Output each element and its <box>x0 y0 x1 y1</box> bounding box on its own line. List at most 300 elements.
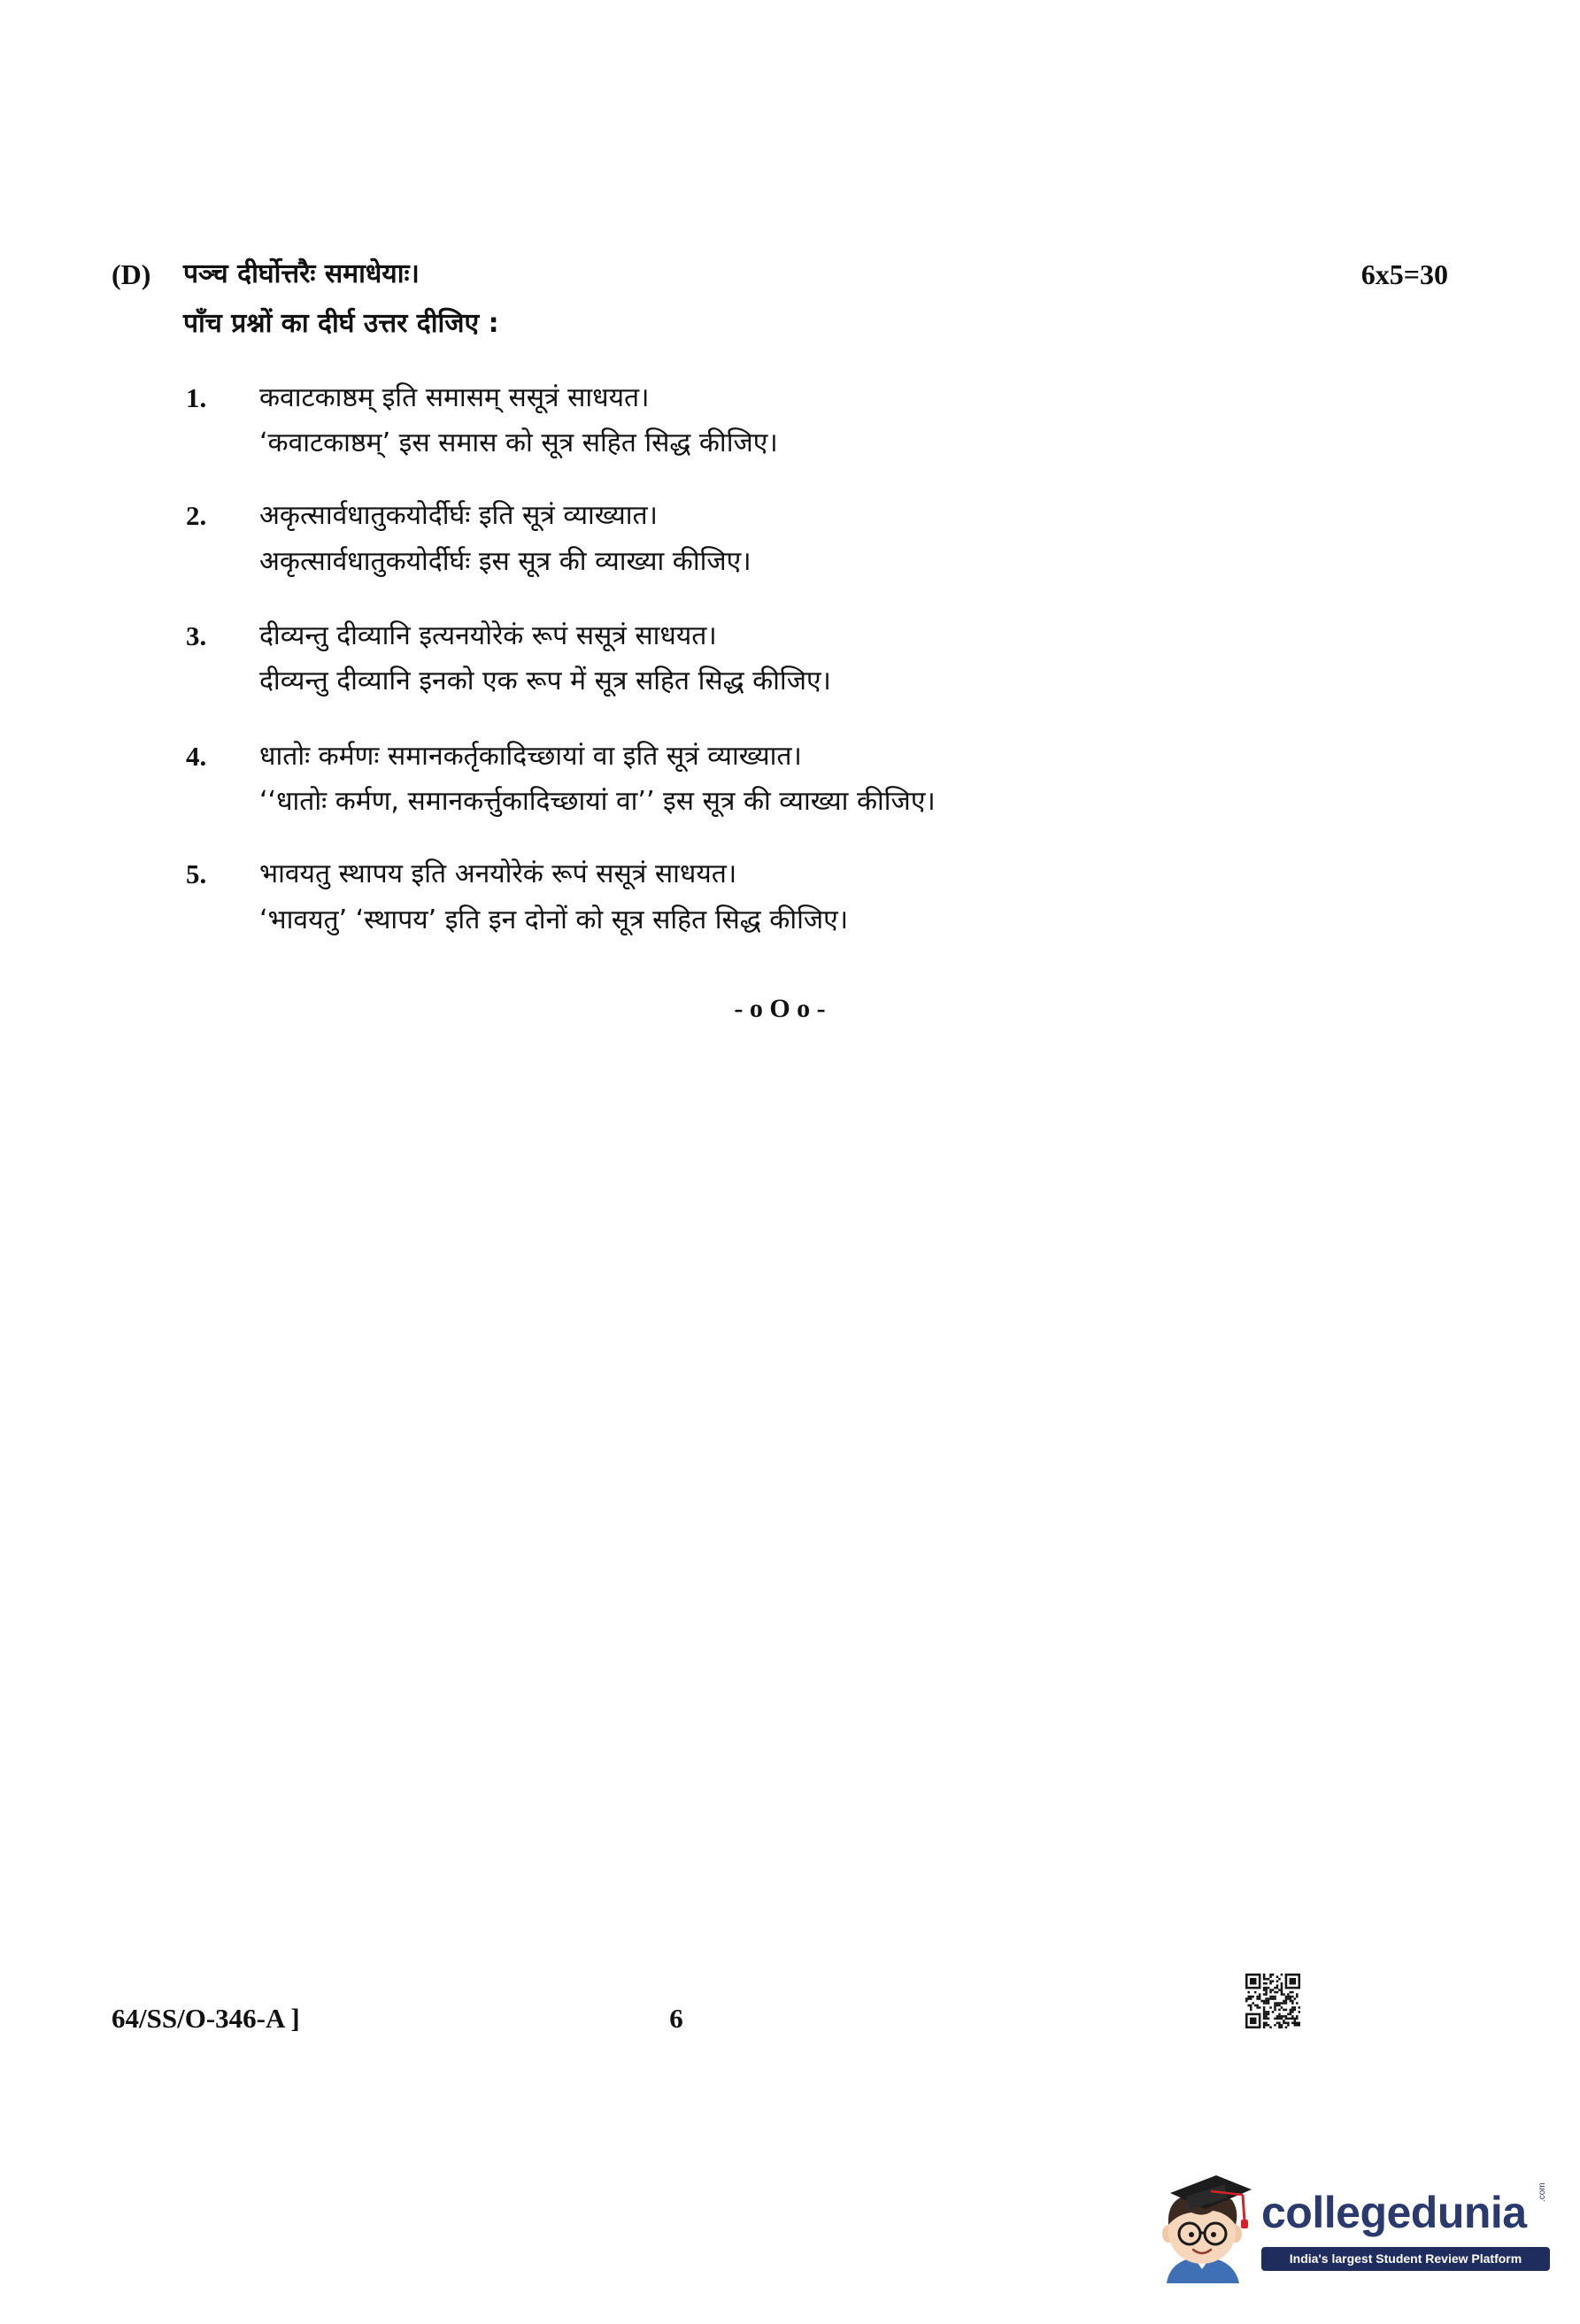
qr-module <box>1245 1978 1248 1981</box>
qr-module <box>1265 2024 1268 2027</box>
qr-module <box>1272 1980 1275 1982</box>
collegedunia-logo <box>1151 2159 1558 2283</box>
qr-module <box>1259 1975 1261 1978</box>
qr-module <box>1294 1974 1297 1976</box>
qr-module <box>1299 1978 1300 1981</box>
qr-module <box>1291 2011 1294 2013</box>
qr-module <box>1256 2013 1259 2016</box>
qr-module <box>1276 1991 1279 1994</box>
qr-module <box>1299 1984 1300 1987</box>
question-number: 1. <box>186 382 207 413</box>
qr-module <box>1278 2022 1281 2025</box>
qr-module <box>1296 1996 1299 1998</box>
qr-module <box>1278 2009 1281 2012</box>
qr-module <box>1274 1991 1276 1994</box>
qr-module <box>1259 1996 1261 1998</box>
question-sanskrit: धातोः कर्मणः समानकर्तृकादिच्छायां वा इति सूत्रं व्याख्यात। <box>259 741 802 772</box>
qr-module <box>1276 2022 1279 2025</box>
qr-module <box>1283 2015 1285 2018</box>
qr-module <box>1281 1991 1283 1994</box>
qr-module <box>1252 1978 1254 1981</box>
qr-module <box>1247 1987 1250 1989</box>
qr-module <box>1259 2013 1261 2016</box>
qr-module <box>1296 1993 1299 1996</box>
qr-module <box>1296 2002 1299 2005</box>
qr-module <box>1291 1991 1294 1994</box>
qr-module <box>1250 1996 1252 1998</box>
section-title-hindi: पाँच प्रश्नों का दीर्घ उत्तर दीजिए : <box>183 308 499 339</box>
qr-module <box>1269 1989 1272 1991</box>
qr-module <box>1259 1984 1261 1987</box>
qr-module <box>1274 2005 1276 2007</box>
qr-module <box>1268 2024 1270 2027</box>
question-hindi: ‘भावयतु’ ‘स्थापय’ इति इन दोनों को सूत्र सहित सिद्ध कीजिए। <box>259 904 849 935</box>
qr-module <box>1272 1974 1275 1976</box>
qr-module <box>1291 2006 1294 2009</box>
section-label: (D) <box>112 258 151 290</box>
qr-module <box>1252 1974 1254 1976</box>
qr-module <box>1254 2022 1257 2025</box>
qr-module <box>1278 2027 1281 2028</box>
qr-module <box>1291 1974 1294 1976</box>
qr-module <box>1278 2002 1281 2005</box>
qr-module <box>1290 1997 1292 2000</box>
qr-module <box>1291 2022 1294 2025</box>
qr-module <box>1245 2020 1248 2022</box>
qr-module <box>1281 1987 1283 1989</box>
qr-module <box>1294 1982 1297 1985</box>
qr-module <box>1250 1982 1252 1985</box>
qr-module <box>1250 1974 1252 1976</box>
student-mascot-icon <box>1151 2159 1259 2283</box>
qr-module <box>1256 1987 1259 1989</box>
qr-module <box>1252 1980 1254 1982</box>
qr-module <box>1299 1975 1300 1978</box>
qr-module <box>1254 1980 1257 1982</box>
qr-module <box>1290 2011 1292 2013</box>
qr-module <box>1290 1991 1292 1994</box>
qr-module <box>1245 2022 1248 2025</box>
qr-module <box>1296 2018 1299 2020</box>
qr-module <box>1269 2006 1272 2009</box>
qr-module <box>1265 1987 1268 1989</box>
qr-module <box>1285 1974 1288 1976</box>
question-sanskrit: भावयतु स्थापय इति अनयोरेकं रूपं ससूत्रं साधयत। <box>259 858 737 889</box>
qr-module <box>1250 2009 1252 2012</box>
qr-module <box>1291 2002 1294 2005</box>
qr-module <box>1245 2018 1248 2020</box>
qr-module <box>1259 2006 1261 2009</box>
qr-module <box>1276 2015 1279 2018</box>
qr-module <box>1285 1975 1288 1978</box>
qr-module <box>1283 2022 1285 2025</box>
qr-module <box>1274 2002 1276 2005</box>
qr-module <box>1272 2011 1275 2013</box>
qr-module <box>1250 1978 1252 1981</box>
qr-module <box>1250 1987 1252 1989</box>
qr-module <box>1252 2020 1254 2022</box>
qr-module <box>1254 1974 1257 1976</box>
qr-module <box>1259 1974 1261 1976</box>
question-number: 3. <box>186 620 207 651</box>
qr-module <box>1281 2024 1283 2027</box>
qr-module <box>1256 2005 1259 2007</box>
qr-module <box>1263 2018 1266 2020</box>
qr-module <box>1278 2018 1281 2020</box>
brand-domain-suffix: .com <box>1538 2182 1547 2202</box>
qr-module <box>1269 1980 1272 1982</box>
qr-module <box>1283 2002 1285 2005</box>
qr-module <box>1285 1987 1288 1989</box>
qr-module <box>1290 1987 1292 1989</box>
qr-module <box>1269 2027 1272 2028</box>
qr-module <box>1274 2024 1276 2027</box>
qr-module <box>1278 1989 1281 1991</box>
section-title-sanskrit: पञ्च दीर्घोत्तरैः समाधेयाः। <box>183 258 420 289</box>
qr-module <box>1259 1982 1261 1985</box>
qr-module <box>1259 2022 1261 2025</box>
qr-module <box>1291 1980 1294 1982</box>
qr-module <box>1291 2000 1294 2003</box>
question-hindi: दीव्यन्तु दीव्यानि इनको एक रूप में सूत्र सहित सिद्ध कीजिए। <box>259 666 831 696</box>
qr-module <box>1259 1997 1261 2000</box>
qr-module <box>1269 1982 1272 1985</box>
qr-module <box>1285 2027 1288 2028</box>
qr-module <box>1294 2020 1297 2022</box>
qr-module <box>1265 2000 1268 2003</box>
qr-module <box>1263 2013 1266 2016</box>
qr-module <box>1250 1997 1252 2000</box>
qr-module <box>1252 2018 1254 2020</box>
qr-module <box>1250 2018 1252 2020</box>
qr-module <box>1269 1996 1272 1998</box>
qr-module <box>1290 1974 1292 1976</box>
qr-module <box>1254 2020 1257 2022</box>
qr-module <box>1259 2020 1261 2022</box>
qr-module <box>1254 2027 1257 2028</box>
qr-module <box>1287 1993 1290 1996</box>
qr-module <box>1299 1982 1300 1985</box>
qr-module <box>1291 1982 1294 1985</box>
qr-module <box>1285 2002 1288 2005</box>
qr-module <box>1256 1996 1259 1998</box>
qr-module <box>1276 2018 1279 2020</box>
qr-module <box>1250 2022 1252 2025</box>
qr-module <box>1276 1987 1279 1989</box>
qr-module <box>1294 2018 1297 2020</box>
qr-module <box>1296 2022 1299 2025</box>
qr-module <box>1252 1987 1254 1989</box>
qr-module <box>1265 2002 1268 2005</box>
qr-module <box>1299 1980 1300 1982</box>
qr-module <box>1250 2020 1252 2022</box>
qr-module <box>1247 2013 1250 2016</box>
qr-module <box>1259 1978 1261 1981</box>
qr-module <box>1299 1987 1300 1989</box>
qr-module <box>1250 2027 1252 2028</box>
qr-module <box>1281 2006 1283 2009</box>
qr-module <box>1299 2022 1300 2025</box>
qr-module <box>1296 1987 1299 1989</box>
qr-module <box>1291 2009 1294 2012</box>
qr-module <box>1294 1987 1297 1989</box>
qr-module <box>1287 1974 1290 1976</box>
qr-module <box>1287 2022 1290 2025</box>
qr-module <box>1263 2009 1266 2012</box>
qr-module <box>1245 2024 1248 2027</box>
qr-module <box>1254 1978 1257 1981</box>
qr-module <box>1254 2005 1257 2007</box>
qr-module <box>1245 2015 1248 2018</box>
qr-module <box>1268 2000 1270 2003</box>
qr-module <box>1268 1978 1270 1981</box>
qr-module <box>1287 1997 1290 2000</box>
qr-module <box>1290 2009 1292 2012</box>
qr-module <box>1285 1982 1288 1985</box>
qr-module <box>1245 1980 1248 1982</box>
qr-module <box>1290 1978 1292 1981</box>
qr-module <box>1263 2015 1266 2018</box>
qr-module <box>1259 2027 1261 2028</box>
qr-module <box>1259 1993 1261 1996</box>
qr-module <box>1265 2022 1268 2025</box>
qr-module <box>1254 2013 1257 2016</box>
question-sanskrit: दीव्यन्तु दीव्यानि इत्यनयोरेकं रूपं ससूत्रं साधयत। <box>259 620 717 651</box>
qr-module <box>1299 2006 1300 2009</box>
qr-module <box>1265 1991 1268 1994</box>
qr-module <box>1250 2013 1252 2016</box>
qr-module <box>1299 2011 1300 2013</box>
qr-module <box>1254 1982 1257 1985</box>
qr-module <box>1265 2015 1268 2018</box>
qr-module <box>1245 1975 1248 1978</box>
qr-module <box>1254 2018 1257 2020</box>
qr-module <box>1287 2013 1290 2016</box>
qr-module <box>1256 1974 1259 1976</box>
qr-module <box>1276 1984 1279 1987</box>
qr-module <box>1247 2005 1250 2007</box>
qr-module <box>1245 1997 1248 2000</box>
qr-module <box>1281 2027 1283 2028</box>
qr-module <box>1285 1984 1288 1987</box>
qr-module <box>1285 2009 1288 2012</box>
end-mark: - o O o - <box>734 994 826 1023</box>
qr-module <box>1287 2018 1290 2020</box>
qr-module <box>1287 1987 1290 1989</box>
qr-module <box>1252 1996 1254 1998</box>
qr-module <box>1256 2027 1259 2028</box>
question-number: 5. <box>186 858 207 889</box>
qr-module <box>1290 1982 1292 1985</box>
qr-module <box>1254 1987 1257 1989</box>
qr-module <box>1252 2013 1254 2016</box>
qr-module <box>1278 2015 1281 2018</box>
qr-module <box>1245 2013 1248 2016</box>
qr-module <box>1245 2000 1248 2003</box>
qr-module <box>1285 2018 1288 2020</box>
qr-module <box>1247 1974 1250 1976</box>
qr-module <box>1290 1996 1292 1998</box>
brand-tagline: India's largest Student Review Platform <box>1261 2247 1550 2271</box>
qr-module <box>1265 1989 1268 1991</box>
qr-module <box>1281 1974 1283 1976</box>
qr-module <box>1247 2027 1250 2028</box>
qr-module <box>1268 2013 1270 2016</box>
qr-module <box>1265 1997 1268 2000</box>
qr-module <box>1294 2006 1297 2009</box>
qr-module <box>1263 2000 1266 2003</box>
page-number: 6 <box>669 2003 683 2034</box>
qr-module <box>1245 1982 1248 1985</box>
qr-module <box>1259 1987 1261 1989</box>
qr-module <box>1269 1975 1272 1978</box>
qr-module <box>1276 1980 1279 1982</box>
question-number: 4. <box>186 741 207 772</box>
qr-module <box>1296 1974 1299 1976</box>
question-hindi: ‘‘धातोः कर्मण, समानकर्त्तुकादिच्छायां वा’’ इस सूत्र की व्याख्या कीजिए। <box>259 786 936 817</box>
qr-module <box>1294 1978 1297 1981</box>
qr-module <box>1263 1974 1266 1976</box>
qr-module <box>1294 2022 1297 2025</box>
qr-module <box>1263 2024 1266 2027</box>
qr-module <box>1299 1974 1300 1976</box>
qr-module <box>1278 2024 1281 2027</box>
qr-module <box>1252 2027 1254 2028</box>
qr-module <box>1274 1987 1276 1989</box>
qr-module <box>1250 1980 1252 1982</box>
qr-module <box>1269 1974 1272 1976</box>
question-sanskrit: अकृत्सार्वधातुकयोर्दीर्घः इति सूत्रं व्याख्यात। <box>259 500 658 531</box>
qr-module <box>1247 1991 1250 1994</box>
qr-module <box>1276 2002 1279 2005</box>
qr-module <box>1294 2009 1297 2012</box>
qr-module <box>1281 2018 1283 2020</box>
qr-module <box>1274 2018 1276 2020</box>
paper-code: 64/SS/O-346-A ] <box>112 2003 300 2034</box>
qr-module <box>1252 2022 1254 2025</box>
qr-module <box>1272 1996 1275 1998</box>
qr-module <box>1291 2015 1294 2018</box>
qr-module <box>1274 2006 1276 2009</box>
qr-module <box>1259 2024 1261 2027</box>
qr-module <box>1263 1993 1266 1996</box>
qr-module <box>1259 1980 1261 1982</box>
qr-module <box>1278 2005 1281 2007</box>
qr-module <box>1263 1989 1266 1991</box>
qr-module <box>1272 1989 1275 1991</box>
section-marks: 6x5=30 <box>1360 258 1448 290</box>
qr-module <box>1265 2013 1268 2016</box>
question-hindi: ‘कवाटकाष्ठम्’ इस समास को सूत्र सहित सिद्ध कीजिए। <box>259 427 778 458</box>
qr-module <box>1285 1996 1288 1998</box>
question-number: 2. <box>186 500 207 531</box>
qr-module <box>1281 2015 1283 2018</box>
brand-name: collegedunia <box>1261 2188 1527 2237</box>
qr-module <box>1263 2002 1266 2005</box>
qr-module <box>1269 1991 1272 1994</box>
qr-module <box>1285 1978 1288 1981</box>
qr-module <box>1291 1996 1294 1998</box>
qr-module <box>1265 2011 1268 2013</box>
qr-module <box>1263 1975 1266 1978</box>
qr-module <box>1285 2015 1288 2018</box>
qr-module <box>1281 1989 1283 1991</box>
qr-module <box>1276 1975 1279 1978</box>
question-hindi: अकृत्सार्वधातुकयोर्दीर्घः इस सूत्र की व्याख्या कीजिए। <box>259 546 751 577</box>
qr-module <box>1259 2018 1261 2020</box>
qr-module <box>1274 1996 1276 1998</box>
qr-module <box>1281 2002 1283 2005</box>
qr-module <box>1290 1980 1292 1982</box>
qr-module <box>1272 1997 1275 2000</box>
qr-module <box>1285 2022 1288 2025</box>
qr-module <box>1285 2000 1288 2003</box>
qr-module <box>1268 1997 1270 2000</box>
qr-module <box>1283 1993 1285 1996</box>
qr-module <box>1281 1982 1283 1985</box>
qr-module <box>1260 2000 1263 2003</box>
qr-module <box>1263 1982 1266 1985</box>
qr-module <box>1296 2015 1299 2018</box>
qr-module <box>1245 1987 1248 1989</box>
qr-module <box>1285 1997 1288 2000</box>
qr-code-icon <box>1245 1974 1300 2028</box>
qr-module <box>1285 1980 1288 1982</box>
qr-module <box>1263 2011 1266 2013</box>
qr-module <box>1263 1987 1266 1989</box>
qr-module <box>1299 2024 1300 2027</box>
qr-module <box>1263 2006 1266 2009</box>
qr-module <box>1247 1996 1250 1998</box>
qr-module <box>1263 2027 1266 2028</box>
qr-module <box>1256 2006 1259 2009</box>
qr-module <box>1265 2018 1268 2020</box>
qr-module <box>1281 1993 1283 1996</box>
qr-module <box>1256 1997 1259 2000</box>
qr-module <box>1268 2002 1270 2005</box>
qr-module <box>1250 2005 1252 2007</box>
qr-module <box>1283 2009 1285 2012</box>
question-sanskrit: कवाटकाष्ठम् इति समासम् ससूत्रं साधयत। <box>259 382 650 413</box>
qr-module <box>1287 1996 1290 1998</box>
qr-module <box>1276 2005 1279 2007</box>
qr-module <box>1245 1984 1248 1987</box>
qr-module <box>1294 2024 1297 2027</box>
qr-module <box>1291 2018 1294 2020</box>
qr-module <box>1247 1997 1250 2000</box>
qr-module <box>1252 2002 1254 2005</box>
qr-module <box>1278 2013 1281 2016</box>
qr-module <box>1290 2013 1292 2016</box>
qr-module <box>1287 2024 1290 2027</box>
qr-module <box>1274 1997 1276 2000</box>
qr-module <box>1291 1987 1294 1989</box>
qr-module <box>1274 2009 1276 2012</box>
qr-module <box>1265 1982 1268 1985</box>
qr-module <box>1283 2000 1285 2003</box>
qr-module <box>1294 1980 1297 1982</box>
qr-module <box>1291 1978 1294 1981</box>
qr-module <box>1278 1978 1281 1981</box>
qr-module <box>1254 1991 1257 1994</box>
qr-module <box>1263 1978 1266 1981</box>
qr-module <box>1265 1993 1268 1996</box>
qr-module <box>1259 2015 1261 2018</box>
qr-module <box>1294 1997 1297 2000</box>
qr-module <box>1263 2022 1266 2025</box>
qr-module <box>1265 1978 1268 1981</box>
qr-module <box>1252 1982 1254 1985</box>
